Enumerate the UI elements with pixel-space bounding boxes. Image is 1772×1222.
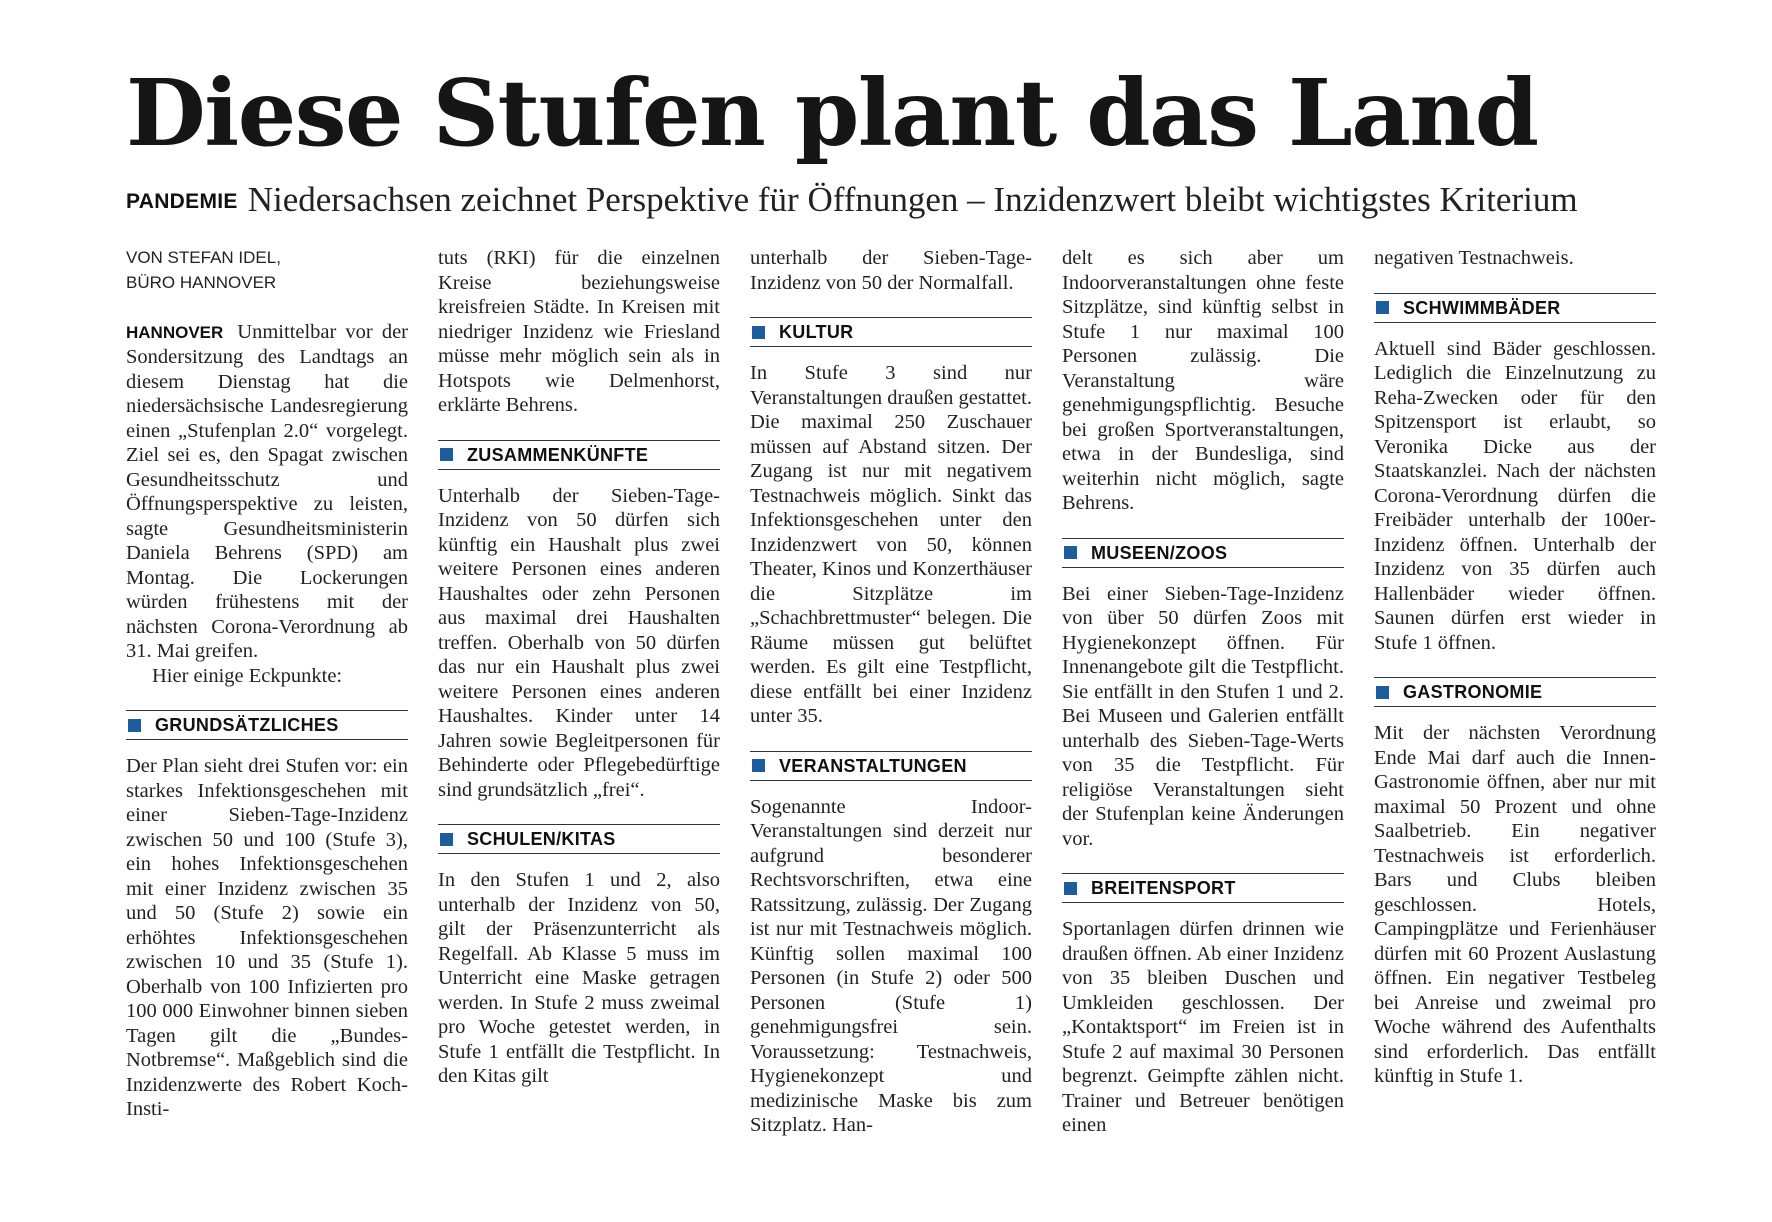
- section-header-grundsaetzliches: [126, 710, 408, 740]
- intro-paragraph-2: Hier einige Eckpunkte:: [152, 664, 343, 687]
- intro-text: Unmittelbar vor der Sondersitzung des Landtags an diesem Dienstag hat die niedersächsische Landesregierung einen „Stufenplan 2.0“ vorgelegt. Ziel sei es, den Spagat zwischen Gesundheitsschutz und Öffnungsperspektive zu leisten, sagte Gesundheitsministerin Daniela Behrens (SPD) am Montag. Die Lockerungen würden frühestens mit der nächsten Corona-Verordnung ab 31. Mai greifen.: [126, 320, 408, 662]
- article-column-2: [438, 246, 720, 1089]
- article-column-3: [750, 246, 1032, 1138]
- byline-author: VON STEFAN IDEL,: [126, 248, 281, 267]
- section-text-schwimmbaeder: Aktuell sind Bäder geschlossen. Lediglich die Einzelnutzung zu Reha-Zwecken oder für den Spitzensport ist erlaubt, so Veronika Dicke aus der Staatskanzlei. Nach der nächsten Corona-Verordnung dürfen die Freibäder unterhalb der 100er-Inzidenz öffnen. Unterhalb der Inzidenz von 35 dürfen auch Hallenbäder wieder öffnen. Saunen dürfen erst wieder in Stufe 1 öffnen.: [1374, 337, 1656, 654]
- section-header-kultur: [750, 317, 1032, 347]
- section-title: GRUNDSÄTZLICHES: [155, 715, 339, 735]
- section-header-schulen-kitas: [438, 824, 720, 854]
- section-text-museen-zoos: Bei einer Sieben-Tage-Inzidenz von über 50 dürfen Zoos mit Hygienekonzept öffnen. Für Innenangebote gilt die Testpflicht. Sie entfällt in den Stufen 1 und 2. Bei Museen und Galerien entfällt unterhalb des Sieben-Tage-Werts von 35 die Testpflicht. Für religiöse Veranstaltungen sieht der Stufenplan keine Änderungen vor.: [1062, 582, 1344, 850]
- section-text-schulen-kitas: In den Stufen 1 und 2, also unterhalb der Inzidenz von 50, gilt der Präsenzunterricht als Regelfall. Ab Klasse 5 muss im Unterricht eine Maske getragen werden. In Stufe 2 muss zweimal pro Woche getestet werden, in Stufe 1 entfällt die Testpflicht. In den Kitas gilt: [438, 869, 720, 1087]
- section-title: BREITENSPORT: [1091, 878, 1236, 898]
- article-column-4: [1062, 246, 1344, 1138]
- continued-paragraph: delt es sich aber um Indoorveranstaltungen ohne feste Sitzplätze, sind künftig selbst in Stufe 1 nur maximal 100 Personen zulässig. Die Veranstaltung wäre genehmigungspflichtig. Besuche bei großen Sportveranstaltungen, etwa in der Bundesliga, sind weiterhin nicht möglich, sagte Behrens.: [1062, 247, 1344, 514]
- continued-paragraph: tuts (RKI) für die einzelnen Kreise beziehungsweise kreisfreien Städte. In Kreisen mit niedriger Inzidenz wie Friesland müsse mehr möglich sein als in Hotspots wie Delmenhorst, erklärte Behrens.: [438, 247, 720, 416]
- intro-paragraph: [126, 320, 408, 664]
- section-marker-icon: [1064, 882, 1077, 895]
- section-text-breitensport: Sportanlagen dürfen drinnen wie draußen öffnen. Ab einer Inzidenz von 35 bleiben Duschen und Umkleiden geschlossen. Der „Kontaktsport“ im Freien ist in Stufe 2 auf maximal 30 Personen begrenzt. Geimpfte zählen nicht. Trainer und Betreuer benötigen einen: [1062, 918, 1344, 1136]
- section-title: SCHWIMMBÄDER: [1403, 297, 1561, 318]
- section-title: MUSEEN/ZOOS: [1091, 542, 1228, 563]
- byline: [126, 246, 408, 295]
- section-text-zusammenkuenfte: Unterhalb der Sieben-Tage-Inzidenz von 50 dürfen sich künftig ein Haushalt plus zwei weitere Personen eines anderen Haushaltes oder zehn Personen aus maximal drei Haushalten treffen. Oberhalb von 50 dürfen das nur ein Haushalt plus zwei weitere Personen eines anderen Haushaltes. Kinder unter 14 Jahren sowie Begleitpersonen für Behinderte oder Pflegebedürftige sind grundsätzlich „frei“.: [438, 484, 720, 801]
- section-marker-icon: [440, 448, 453, 461]
- section-title: KULTUR: [779, 322, 854, 342]
- section-header-gastronomie: [1374, 677, 1656, 707]
- section-marker-icon: [752, 326, 765, 339]
- article-column-1: [126, 246, 408, 1122]
- continued-paragraph: negativen Testnachweis.: [1374, 247, 1574, 269]
- section-header-breitensport: [1062, 873, 1344, 903]
- section-text-gastronomie: Mit der nächsten Verordnung Ende Mai darf auch die Innen-Gastronomie öffnen, aber nur mit maximal 50 Prozent und ohne Saalbetrieb. Ein negativer Testnachweis ist erforderlich. Bars und Clubs bleiben geschlossen. Hotels, Campingplätze und Ferienhäuser dürfen mit 60 Prozent Auslastung öffnen. Ein negativer Testbeleg bei Anreise und zweimal pro Woche während des Aufenthalts sind erforderlich. Das entfällt künftig in Stufe 1.: [1374, 722, 1656, 1087]
- section-title: VERANSTALTUNGEN: [779, 755, 967, 776]
- section-header-museen-zoos: [1062, 538, 1344, 568]
- section-title: ZUSAMMENKÜNFTE: [467, 444, 649, 465]
- section-marker-icon: [1376, 686, 1389, 699]
- article-column-5: [1374, 246, 1656, 1089]
- section-header-veranstaltungen: [750, 751, 1032, 781]
- section-title: GASTRONOMIE: [1403, 682, 1543, 702]
- headline: Diese Stufen plant das Land: [126, 59, 1538, 167]
- byline-office: BÜRO HANNOVER: [126, 272, 277, 292]
- section-marker-icon: [440, 833, 453, 846]
- section-text-kultur: In Stufe 3 sind nur Veranstaltungen draußen gestattet. Die maximal 250 Zuschauer müssen auf Abstand sitzen. Der Zugang ist nur mit negativem Testnachweis möglich. Sinkt das Infektionsgeschehen unter den Inzidenzwert von 50, können Theater, Kinos und Konzerthäuser die Sitzplätze im „Schachbrettmuster“ belegen. Die Räume müssen gut belüftet werden. Es gilt eine Testpflicht, diese entfällt bei einer Inzidenz unter 35.: [750, 362, 1032, 727]
- section-marker-icon: [1376, 301, 1389, 314]
- kicker: PANDEMIE: [126, 190, 238, 213]
- subheadline-text: Niedersachsen zeichnet Perspektive für Öffnungen – Inzidenzwert bleibt wichtigstes Kriterium: [247, 180, 1578, 219]
- dateline: HANNOVER: [126, 322, 224, 342]
- section-marker-icon: [752, 759, 765, 772]
- section-marker-icon: [1064, 546, 1077, 559]
- section-text-grundsaetzliches: Der Plan sieht drei Stufen vor: ein starkes Infektionsgeschehen mit einer Sieben-Tage-Inzidenz zwischen 50 und 100 (Stufe 3), ein hohes Infektionsgeschehen mit einer Inzidenz zwischen 35 und 50 (Stufe 2) sowie ein erhöhtes Infektionsgeschehen zwischen 10 und 35 (Stufe 1). Oberhalb von 100 Infizierten pro 100 000 Einwohner binnen sieben Tagen gilt die „Bundes-Notbremse“. Maßgeblich sind die Inzidenzwerte des Robert Koch-Insti-: [126, 755, 408, 1120]
- section-header-zusammenkuenfte: [438, 440, 720, 470]
- section-text-veranstaltungen: Sogenannte Indoor-Veranstaltungen sind derzeit nur aufgrund besonderer Rechtsvorschriften, etwa eine Ratssitzung, zulässig. Der Zugang ist nur mit Testnachweis möglich. Künftig sollen maximal 100 Personen (in Stufe 2) oder 500 Personen (Stufe 1) genehmigungsfrei sein. Voraussetzung: Testnachweis, Hygienekonzept und medizinische Maske bis zum Sitzplatz. Han-: [750, 795, 1032, 1136]
- section-marker-icon: [128, 719, 141, 732]
- subheadline: [126, 178, 1686, 224]
- continued-paragraph: unterhalb der Sieben-Tage-Inzidenz von 50 der Normalfall.: [750, 247, 1032, 294]
- section-title: SCHULEN/KITAS: [467, 829, 616, 849]
- section-header-schwimmbaeder: [1374, 293, 1656, 323]
